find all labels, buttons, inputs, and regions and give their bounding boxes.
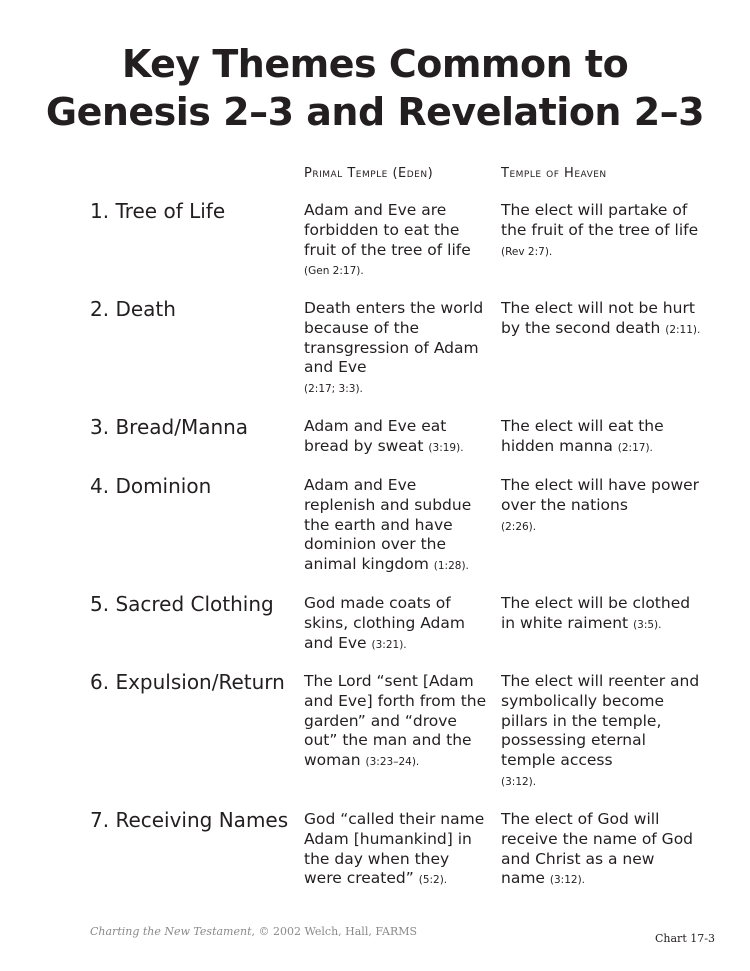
heaven-text: The elect will partake of the fruit of the tree of life xyxy=(501,201,699,239)
footer-credit xyxy=(90,925,417,938)
heaven-text: The elect will have power over the nations xyxy=(501,476,700,514)
heaven-text: The elect will not be hurt by the second death xyxy=(501,299,695,337)
footer-book-title: Charting the New Testament xyxy=(90,925,252,938)
theme-name: 7. Receiving Names xyxy=(90,808,289,832)
eden-cell xyxy=(304,201,490,282)
title-line-1: Key Themes Common to xyxy=(121,42,629,86)
eden-reference: (1:28). xyxy=(433,560,469,573)
heaven-cell xyxy=(501,672,701,793)
eden-cell xyxy=(304,672,490,773)
footer-copyright: , © 2002 Welch, Hall, FARMS xyxy=(251,925,418,938)
heaven-text: The elect of God will receive the name of God and Christ as a new name xyxy=(501,810,694,888)
heaven-reference: (2:11). xyxy=(665,323,701,336)
theme-name: 4. Dominion xyxy=(90,474,212,498)
heaven-cell xyxy=(501,476,701,537)
theme-name: 3. Bread/Manna xyxy=(90,415,249,439)
heaven-text: The elect will be clothed in white raiment xyxy=(501,594,691,632)
eden-text: Death enters the world because of the transgression of Adam and Eve xyxy=(304,299,484,377)
eden-text: God “called their name Adam [humankind] in the day when they were created” xyxy=(304,810,485,888)
theme-name: 2. Death xyxy=(90,297,176,321)
heaven-text: The elect will reenter and symbolically become pillars in the temple, possessing eternal temple access xyxy=(501,672,700,770)
page-title xyxy=(0,40,750,136)
eden-text: The Lord “sent [Adam and Eve] forth from the garden” and “drove out” the man and the woman xyxy=(304,672,487,770)
heaven-reference: (Rev 2:7). xyxy=(501,245,553,258)
theme-name: 5. Sacred Clothing xyxy=(90,592,274,616)
eden-text: Adam and Eve eat bread by sweat xyxy=(304,417,447,455)
eden-reference: (3:19). xyxy=(428,441,464,454)
column-header-heaven: Temple of Heaven xyxy=(501,166,607,181)
eden-reference: (2:17; 3:3). xyxy=(304,383,363,396)
heaven-cell xyxy=(501,299,701,341)
theme-name: 1. Tree of Life xyxy=(90,199,226,223)
eden-cell xyxy=(304,417,490,459)
theme-name: 6. Expulsion/Return xyxy=(90,670,285,694)
heaven-reference: (3:5). xyxy=(633,618,662,631)
chart-number: Chart 17-3 xyxy=(655,932,715,945)
eden-reference: (3:23–24). xyxy=(365,756,420,769)
eden-cell xyxy=(304,594,490,655)
eden-text: Adam and Eve are forbidden to eat the fruit of the tree of life xyxy=(304,201,471,259)
eden-text: God made coats of skins, clothing Adam and Eve xyxy=(304,594,465,652)
heaven-text: The elect will eat the hidden manna xyxy=(501,417,664,455)
heaven-cell xyxy=(501,201,701,262)
eden-cell xyxy=(304,299,490,400)
eden-text: Adam and Eve replenish and subdue the earth and have dominion over the animal kingdom xyxy=(304,476,472,574)
heaven-reference: (3:12). xyxy=(549,874,586,887)
heaven-cell xyxy=(501,810,701,891)
eden-cell xyxy=(304,476,490,577)
heaven-cell xyxy=(501,417,701,459)
eden-reference: (5:2). xyxy=(418,874,448,887)
heaven-reference: (2:26). xyxy=(501,520,537,533)
column-header-eden: Primal Temple (Eden) xyxy=(304,166,434,181)
heaven-reference: (2:17). xyxy=(617,441,653,454)
heaven-reference: (3:12). xyxy=(501,775,537,788)
heaven-cell xyxy=(501,594,701,636)
eden-cell xyxy=(304,810,490,891)
title-line-2: Genesis 2–3 and Revelation 2–3 xyxy=(45,90,705,134)
eden-reference: (3:21). xyxy=(371,638,407,651)
eden-reference: (Gen 2:17). xyxy=(304,265,364,278)
